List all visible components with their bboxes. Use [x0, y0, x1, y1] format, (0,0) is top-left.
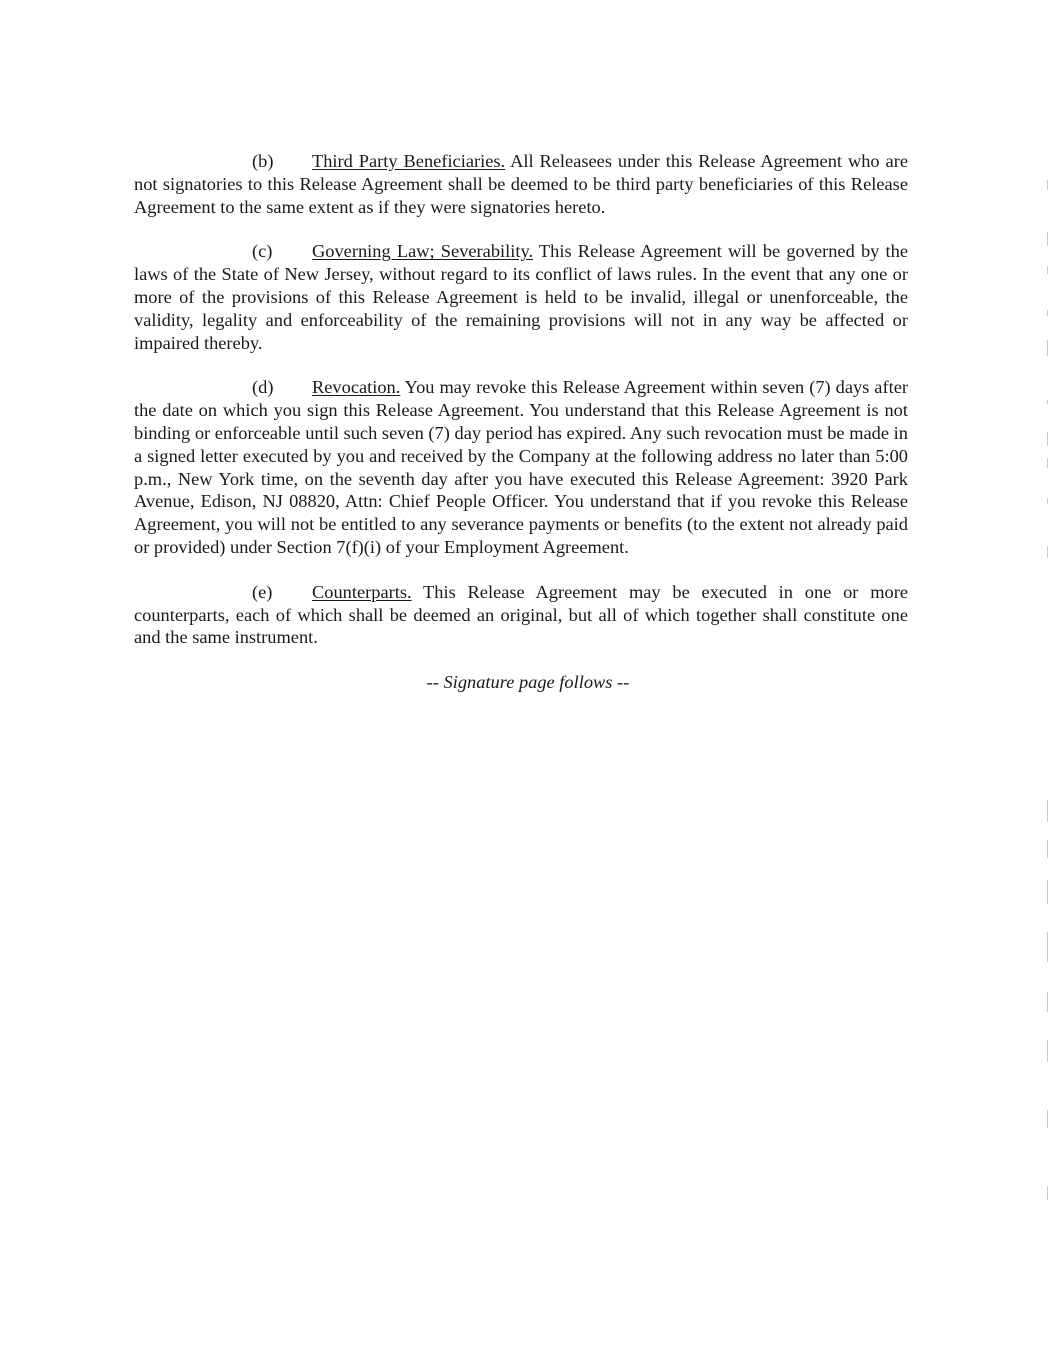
document-body	[134, 150, 908, 694]
section-heading: Governing Law; Severability.	[312, 241, 534, 262]
notice-suffix: --	[612, 672, 630, 693]
scan-mark	[1047, 932, 1048, 962]
scan-mark	[1047, 1186, 1048, 1200]
section-d	[134, 376, 908, 558]
scan-mark	[1047, 800, 1048, 822]
scan-mark	[1047, 498, 1048, 504]
scan-mark	[1047, 310, 1048, 316]
scan-mark	[1047, 992, 1048, 1012]
section-b	[134, 150, 908, 218]
scan-mark	[1047, 266, 1048, 274]
notice-prefix: --	[426, 672, 444, 693]
section-text: This Release Agreement may be executed in one or more counterparts, each of which shall be deemed an original, but all of which together shall constitute one and the same instrument.	[134, 581, 908, 648]
scan-mark	[1047, 840, 1048, 858]
section-number: (d)	[252, 377, 274, 398]
section-c	[134, 240, 908, 354]
scan-mark	[1047, 180, 1048, 190]
scan-mark	[1047, 400, 1048, 404]
section-text: All Releasees under this Release Agreement who are not signatories to this Release Agreement shall be deemed to be third party beneficiaries of this Release Agreement to the same extent as if they were signatories hereto.	[134, 151, 909, 217]
scan-mark	[1047, 458, 1048, 468]
section-heading: Revocation.	[312, 377, 401, 398]
notice-text: Signature page follows	[443, 672, 613, 693]
section-number: (c)	[252, 241, 273, 262]
section-heading: Counterparts.	[312, 581, 412, 602]
scan-mark	[1047, 546, 1048, 558]
section-text: This Release Agreement will be governed by the laws of the State of New Jersey, without regard to its conflict of laws rules. In the event that any one or more of the provisions of this Release Agreement is held to be invalid, illegal or unenforceable, the validity, legality and enforceability of the remaining provisions will not in any way be affected or impaired thereby.	[134, 241, 909, 353]
scan-mark	[1047, 340, 1048, 356]
scan-mark	[1047, 432, 1048, 446]
scan-artifacts	[1045, 180, 1051, 1230]
signature-page-notice	[134, 671, 908, 694]
scan-mark	[1047, 232, 1048, 246]
section-number: (e)	[252, 581, 273, 602]
scan-mark	[1047, 1110, 1048, 1128]
section-number: (b)	[252, 151, 274, 171]
section-e	[134, 581, 908, 649]
scan-mark	[1047, 880, 1048, 904]
scan-mark	[1047, 1040, 1048, 1062]
section-text: You may revoke this Release Agreement within seven (7) days after the date on which you sign this Release Agreement. You understand that this Release Agreement is not binding or enforceable until such seven (7) day period has expired. Any such revocation must be made in a signed letter executed by you and received by the Company at the following address no later than 5:00 p.m., New York time, on the seventh day after you have executed this Release Agreement: 3920 Park Avenue, Edison, NJ 08820, Attn: Chief People Officer. You understand that if you revoke this Release Agreement, you will not be entitled to any severance payments or benefits (to the extent not already paid or provided) under Section 7(f)(i) of your Employment Agreement.	[134, 377, 908, 557]
section-heading: Third Party Beneficiaries.	[312, 151, 506, 171]
